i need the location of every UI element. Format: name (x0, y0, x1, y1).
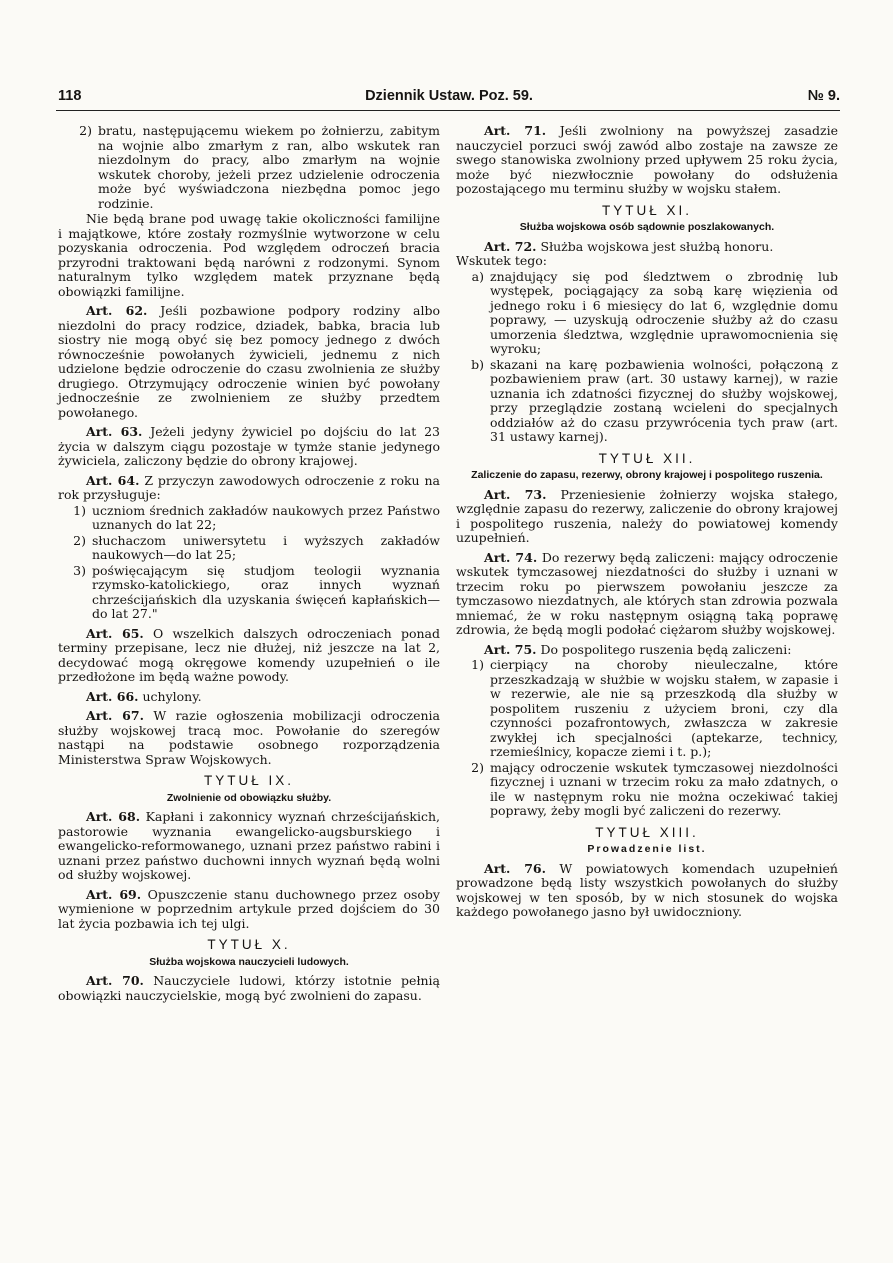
list-item-number: 1) (73, 502, 86, 518)
list-item-number: 3) (73, 562, 86, 578)
article-text: Jeśli pozbawione podpory rodziny albo niezdolni do pracy rodzice, dziadek, babka, bracia lub siostry nie mogą obyć się bez pomocy jednego z dwóch równocześnie powołanych żywicieli, jednemu z nich udzielone będzie odroczenie do czasu zwolnienia ze służby drugiego. Otrzymujący odroczenie winien być powołany jednocześnie ze zwolnieniem ze służby przedtem powołanego. (58, 303, 440, 420)
article-64 (58, 474, 440, 503)
article-65 (58, 627, 440, 685)
article-label: Art. 68. (86, 809, 141, 824)
list-item-text: poświęcającym się studjom teologii wyznania rzymsko-katolickiego, oraz innych wyznań chrześcijańskich dla uzyskania święceń kapłańskich—do lat 27." (92, 562, 440, 621)
article-text: Kapłani i zakonnicy wyznań chrześcijańskich, pastorowie wyznania ewangelicko-augsburskiego i ewangelicko-reformowanego, uznani przez państwo rabini i uznani przez państwo duchowni innych wyznań będą wolni od służby wojskowej. (58, 809, 440, 882)
article-68 (58, 810, 440, 883)
article-69 (58, 888, 440, 932)
section-heading: TYTUŁ IX. (203, 773, 294, 788)
right-column (456, 124, 838, 925)
article-62 (58, 304, 440, 420)
list-item (58, 564, 440, 622)
article-66 (58, 690, 440, 705)
list-item-number: 2) (73, 532, 86, 548)
article-label: Art. 65. (86, 625, 144, 641)
list-item-text: mający odroczenie wskutek tymczasowej niezdolności fizycznej i uznani w trzecim roku za mało zdatnych, o ile w następnym roku nie można oczekiwać takiej poprawy, żeby mogli być zaliczeni do rezerwy. (490, 759, 838, 818)
section-subtitle: Służba wojskowa nauczycieli ludowych. (149, 955, 349, 968)
article-text: Z przyczyn zawodowych odroczenie z roku na rok przysługuje: (58, 472, 440, 502)
list-item-text: skazani na karę pozbawienia wolności, połączoną z pozbawieniem praw (art. 30 ustawy karnej), w razie uznania ich zdatności fizycznej do służby wojskowej, przy przeglądzie zostaną wcieleni do specjalnych oddziałów aż do czasu przywrócenia tych praw (art. 31 ustawy karnej). (490, 356, 838, 444)
section-subtitle: Służba wojskowa osób sądownie poszlakowanych. (519, 221, 775, 233)
list-item-text: bratu, następującemu wiekem po żołnierzu, zabitym na wojnie albo zmarłym z ran, albo wskutek ran niezdolnym do pracy, albo zmarłym na wojnie wskutek choroby, jeżeli przez udzielenie odroczenia może być wyświadczona niezbędna pomoc jego rodzinie. (98, 123, 440, 211)
page-number: 118 (58, 88, 82, 104)
article-76 (456, 862, 838, 920)
article-67 (58, 709, 440, 767)
article-label: Art. 70. (86, 973, 144, 988)
article-label: Art. 66. (86, 688, 139, 704)
section-heading: TYTUŁ XIII. (595, 824, 699, 840)
article-74 (456, 551, 838, 638)
list-item (456, 358, 838, 445)
article-lead: Wskutek tego: (456, 253, 548, 268)
article-label: Art. 72. (484, 238, 537, 254)
article-72 (456, 240, 838, 255)
article-63 (58, 425, 440, 469)
paragraph: Nie będą brane pod uwagę takie okoliczności familijne i majątkowe, które zostały rozmyślnie wytworzone w celu pozyskania odroczenia. Pod względem odroczeń bracia przyrodni traktowani będą narówni z rodzonymi. Synom naturalnym tylko względem matek przyznane będą obowiązki familijne. (58, 211, 440, 299)
list-item-number: a) (471, 268, 484, 284)
article-label: Art. 63. (86, 424, 143, 439)
article-text: Opuszczenie stanu duchownego przez osoby wymienione w poprzednim artykule przed dojściem do 30 lat życia pozbawia ich tej ulgi. (58, 886, 440, 931)
article-label: Art. 73. (484, 486, 547, 502)
article-75 (456, 643, 838, 658)
article-71 (456, 124, 838, 197)
article-text: W razie ogłoszenia mobilizacji odroczenia służby wojskowej tracą moc. Powołanie do szeregów nastąpi na podstawie osobnego rozporządzenia Ministerstwa Spraw Wojskowych. (58, 708, 440, 767)
list-item (58, 124, 440, 211)
issue-number: № 9. (807, 88, 840, 104)
article-label: Art. 75. (484, 641, 537, 657)
article-text: Do rezerwy będą zaliczeni: mający odroczenie wskutek tymczasowej niezdatności do służby i uznani w trzecim roku po pierwszem powołaniu jeszcze za tymczasowo niezdatnych, ale których stan zdrowia pozwala mniemać, że w roku następnym osiągną taką poprawę zdrowia, że będą mogli podołać ciężarom służby wojskowej. (456, 549, 838, 637)
article-label: Art. 74. (484, 549, 538, 565)
section-subtitle: Zaliczenie do zapasu, rezerwy, obrony krajowej i pospolitego ruszenia. (471, 469, 823, 481)
article-text: Do pospolitego ruszenia będą zaliczeni: (540, 641, 792, 657)
section-subtitle: Zwolnienie od obowiązku służby. (166, 791, 332, 804)
left-column (58, 124, 440, 1008)
page-header (58, 88, 840, 110)
article-text: W powiatowych komendach uzupełnień prowadzone będą listy wszystkich powołanych do służby wojskowej w ten sposób, by w nich stosunek do wojska każdego powołanego jasno był uwidoczniony. (456, 860, 838, 919)
list-item (456, 761, 838, 819)
article-text: Przeniesienie żołnierzy wojska stałego, względnie zapasu do rezerwy, zaliczenie do obrony krajowej i pospolitego ruszenia, należy do powiatowej komendy uzupełnień. (456, 486, 838, 545)
list-item-text: znajdujący się pod śledztwem o zbrodnię lub występek, pociągający za sobą karę więzienia od jednego roku i 6 miesięcy do lat 6, względnie domu poprawy, — uzyskują odroczenie służby aż do czasu umorzenia śledztwa, względnie uprawomocnienia się wyroku; (490, 268, 838, 356)
journal-title: Dziennik Ustaw. Poz. 59. (365, 88, 533, 104)
article-text: Nauczyciele ludowi, którzy istotnie pełnią obowiązki nauczycielskie, mogą być zwolnieni do zapasu. (58, 973, 440, 1003)
section-heading: TYTUŁ XII. (598, 450, 696, 466)
list-item-number: 2) (471, 759, 484, 775)
list-item-text: cierpiący na choroby nieuleczalne, które przeszkadzają w służbie w wojsku stałem, w zapasie i w rezerwie, ale nie są przeszkodą dla służby w pospolitem ruszeniu z użyciem broni, czy dla czynności pozafrontowych, zwłaszcza w zakresie zwykłej ich specjalności (aptekarze, technicy, rzemieślnicy, kopacze ziemi i t. p.); (490, 657, 838, 759)
article-label: Art. 71. (484, 123, 547, 138)
list-item-number: 2) (79, 123, 92, 138)
article-text: Jeżeli jedyny żywiciel po dojściu do lat 23 życia w dalszym ciągu pozostaje w tymże stanie jedynego żywiciela, zaliczony będzie do obrony krajowej. (58, 424, 440, 468)
article-73 (456, 488, 838, 546)
article-label: Art. 67. (86, 708, 144, 723)
list-item-text: uczniom średnich zakładów naukowych przez Państwo uznanych do lat 22; (92, 502, 440, 532)
article-label: Art. 76. (484, 860, 546, 876)
list-item (58, 534, 440, 563)
list-item (456, 658, 838, 760)
article-label: Art. 64. (86, 472, 140, 488)
article-text: Jeśli zwolniony na powyższej zasadzie nauczyciel porzuci swój zawód albo zostaje na zawsze ze swego stanowiska zwolniony przed upływem 25 roku życia, może być niezwłocznie powołany do odsłużenia pozostającego mu terminu służby w wojsku stałem. (456, 123, 838, 196)
article-label: Art. 62. (86, 303, 148, 318)
section-subtitle: Prowadzenie list. (587, 843, 707, 855)
article-text: O wszelkich dalszych odroczeniach ponad terminy przepisane, lecz nie dłużej, niż jeszcze na lat 2, decydować mogą okręgowe komendy uzupełnień o ile przedłożone im będą ważne powody. (58, 625, 440, 684)
section-heading: TYTUŁ XI. (601, 202, 692, 218)
list-item-text: słuchaczom uniwersytetu i wyższych zakładów naukowych—do lat 25; (92, 532, 440, 562)
list-item-number: 1) (471, 657, 484, 672)
section-heading: TYTUŁ X. (207, 937, 291, 952)
list-item (58, 504, 440, 533)
article-text: uchylony. (142, 688, 202, 704)
article-text: Służba wojskowa jest służbą honoru. (540, 238, 774, 254)
list-item-number: b) (471, 356, 484, 372)
list-item (456, 270, 838, 357)
article-label: Art. 69. (86, 886, 142, 902)
header-rule (56, 110, 840, 111)
article-70 (58, 974, 440, 1003)
